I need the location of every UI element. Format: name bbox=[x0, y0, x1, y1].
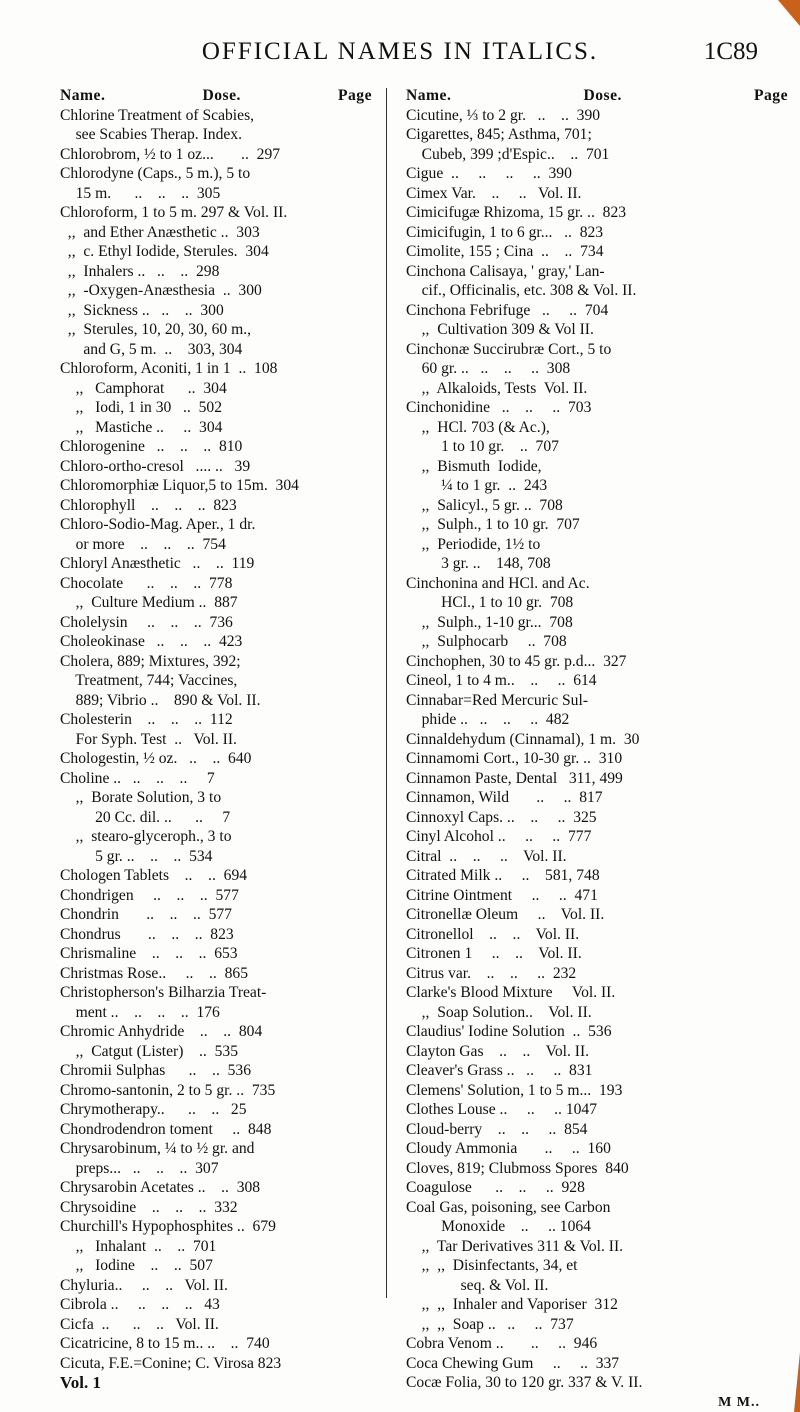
index-entry: Cinnoxyl Caps. .. .. .. 325 bbox=[406, 808, 597, 826]
column-divider bbox=[386, 88, 387, 1298]
index-entry: HCl., 1 to 10 gr. 708 bbox=[406, 594, 574, 611]
index-entry: Cubeb, 399 ;d'Espic.. .. 701 bbox=[406, 145, 610, 163]
index-entry: ,, Iodi, 1 in 30 .. 502 bbox=[60, 399, 222, 416]
index-entry: Treatment, 744; Vaccines, bbox=[60, 672, 238, 689]
index-entry: Cigarettes, 845; Asthma, 701; bbox=[406, 126, 592, 143]
header-page-label: Page bbox=[337, 87, 372, 104]
index-entry: Chlorophyll .. .. .. 823 bbox=[60, 496, 237, 514]
index-entry: ,, Sickness .. .. .. 300 bbox=[60, 301, 224, 319]
index-entry: Cholera, 889; Mixtures, 392; bbox=[60, 652, 241, 670]
index-entry: ,, and Ether Anæsthetic .. 303 bbox=[60, 223, 260, 241]
index-entry: ,, c. Ethyl Iodide, Sterules. 304 bbox=[60, 243, 269, 260]
index-entry: ¼ to 1 gr. .. 243 bbox=[406, 477, 548, 494]
index-entry: Clarke's Blood Mixture Vol. II. bbox=[406, 984, 616, 1001]
index-entry: ,, Camphorat .. 304 bbox=[60, 379, 227, 397]
index-entry: ,, Cultivation 309 & Vol II. bbox=[406, 321, 594, 338]
index-entry: Churchill's Hypophosphites .. 679 bbox=[60, 1218, 276, 1235]
index-entry: Citronellol .. .. Vol. II. bbox=[406, 925, 580, 943]
index-entry: Chrymotherapy.. .. .. 25 bbox=[60, 1101, 247, 1118]
index-entry: For Syph. Test .. Vol. II. bbox=[60, 730, 237, 748]
index-entry: Cobra Venom .. .. .. 946 bbox=[406, 1335, 598, 1352]
left-column bbox=[60, 86, 372, 1393]
index-entry: ,, ,, Soap .. .. .. 737 bbox=[406, 1315, 574, 1333]
index-entry: seq. & Vol. II. bbox=[406, 1276, 549, 1294]
index-entry: Cleaver's Grass .. .. .. 831 bbox=[406, 1062, 593, 1079]
index-entry: Claudius' Iodine Solution .. 536 bbox=[406, 1023, 612, 1040]
index-entry: Citronellæ Oleum .. Vol. II. bbox=[406, 906, 605, 923]
index-entry: preps... .. .. .. 307 bbox=[60, 1159, 219, 1177]
index-entry: phide .. .. .. .. 482 bbox=[406, 711, 570, 728]
index-entry: Chloroform, 1 to 5 m. 297 & Vol. II. bbox=[60, 204, 288, 221]
index-entry: Chloro-ortho-cresol .... .. 39 bbox=[60, 457, 251, 475]
index-entry: Chlorodyne (Caps., 5 m.), 5 to bbox=[60, 165, 251, 182]
index-entry: Cinchonina and HCl. and Ac. bbox=[406, 574, 590, 592]
index-entry: Cinnabar=Red Mercuric Sul- bbox=[406, 691, 589, 709]
index-entry: Clemens' Solution, 1 to 5 m... 193 bbox=[406, 1081, 623, 1099]
index-entry: Chocolate .. .. .. 778 bbox=[60, 574, 233, 592]
index-entry: Cicatricine, 8 to 15 m.. .. .. 740 bbox=[60, 1335, 270, 1352]
index-entry: Cigue .. .. .. .. 390 bbox=[406, 165, 572, 182]
index-entry: ,, Sulph., 1 to 10 gr. 707 bbox=[406, 516, 580, 533]
index-entry: Christopherson's Bilharzia Treat- bbox=[60, 984, 267, 1001]
index-entry: Cocæ Folia, 30 to 120 gr. 337 & V. II. bbox=[406, 1374, 643, 1391]
index-entry: Chromic Anhydride .. .. 804 bbox=[60, 1023, 263, 1040]
index-entry: ,, ,, Inhaler and Vaporiser 312 bbox=[406, 1296, 618, 1313]
index-entry: Chlorine Treatment of Scabies, bbox=[60, 106, 255, 124]
index-entry: Citronen 1 .. .. Vol. II. bbox=[406, 945, 582, 962]
index-entry: see Scabies Therap. Index. bbox=[60, 126, 243, 143]
page-header bbox=[0, 38, 800, 78]
header-name-label: Name. bbox=[406, 87, 452, 104]
index-entry: Chondrus .. .. .. 823 bbox=[60, 925, 234, 943]
index-entry: ,, Sterules, 10, 20, 30, 60 m., bbox=[60, 321, 252, 338]
volume-signature: Vol. 1 bbox=[60, 1373, 101, 1392]
left-entries bbox=[60, 106, 372, 1374]
index-entry: Chloromorphiæ Liquor,5 to 15m. 304 bbox=[60, 477, 299, 494]
header-page-label: Page bbox=[753, 87, 788, 104]
index-entry: Cloudy Ammonia .. .. 160 bbox=[406, 1140, 611, 1157]
edge-tab-mark bbox=[792, 1352, 800, 1412]
index-entry: Citrated Milk .. .. 581, 748 bbox=[406, 867, 600, 884]
index-entry: Chologestin, ½ oz. .. .. 640 bbox=[60, 750, 252, 767]
index-entry: Cicutine, ⅓ to 2 gr. .. .. 390 bbox=[406, 106, 601, 124]
index-entry: and G, 5 m. .. 303, 304 bbox=[60, 340, 243, 358]
index-entry: Cicfa .. .. .. Vol. II. bbox=[60, 1315, 219, 1333]
index-entry: Cinyl Alcohol .. .. .. 777 bbox=[406, 828, 592, 845]
index-entry: Cibrola .. .. .. .. 43 bbox=[60, 1296, 220, 1313]
index-entry: Cholesterin .. .. .. 112 bbox=[60, 711, 233, 728]
index-entry: Chloro-Sodio-Mag. Aper., 1 dr. bbox=[60, 516, 256, 533]
index-entry: Cholelysin .. .. .. 736 bbox=[60, 613, 233, 631]
index-entry: ,, Alkaloids, Tests Vol. II. bbox=[406, 379, 588, 397]
index-entry: ,, Sulph., 1-10 gr... 708 bbox=[406, 613, 573, 631]
index-entry: 15 m. .. .. .. 305 bbox=[60, 184, 221, 202]
index-entry: Chondrigen .. .. .. 577 bbox=[60, 886, 239, 904]
index-entry: ,, Salicyl., 5 gr. .. 708 bbox=[406, 496, 563, 514]
right-column bbox=[406, 86, 788, 1412]
index-entry: ,, -Oxygen-Anæsthesia .. 300 bbox=[60, 282, 262, 299]
index-entry: Clayton Gas .. .. Vol. II. bbox=[406, 1042, 590, 1060]
index-entry: ,, Catgut (Lister) .. 535 bbox=[60, 1042, 239, 1060]
index-entry: Chloroform, Aconiti, 1 in 1 .. 108 bbox=[60, 360, 278, 377]
index-entry: ,, Soap Solution.. Vol. II. bbox=[406, 1003, 592, 1021]
signature-mark: M M.. bbox=[718, 1394, 760, 1410]
index-entry: Cicuta, F.E.=Conine; C. Virosa 823 bbox=[60, 1354, 282, 1372]
index-entry: Chromii Sulphas .. .. 536 bbox=[60, 1062, 252, 1079]
index-entry: Cinchona Calisaya, ' gray,' Lan- bbox=[406, 262, 605, 280]
index-entry: Choleokinase .. .. .. 423 bbox=[60, 633, 243, 650]
index-entry: Cimicifugæ Rhizoma, 15 gr. .. 823 bbox=[406, 204, 627, 221]
right-entries bbox=[406, 106, 788, 1393]
index-entry: Coagulose .. .. .. 928 bbox=[406, 1179, 585, 1196]
index-entry: ,, HCl. 703 (& Ac.), bbox=[406, 418, 550, 436]
index-entry: 60 gr. .. .. .. .. 308 bbox=[406, 360, 571, 377]
index-entry: Cinchonidine .. .. .. 703 bbox=[406, 399, 592, 416]
index-entry: Chrysarobinum, ¼ to ½ gr. and bbox=[60, 1140, 255, 1157]
index-entry: 1 to 10 gr. .. 707 bbox=[406, 438, 559, 455]
index-entry: 5 gr. .. .. .. 534 bbox=[60, 847, 213, 865]
index-entry: Cinchonæ Succirubræ Cort., 5 to bbox=[406, 340, 612, 358]
index-entry: Clothes Louse .. .. .. 1047 bbox=[406, 1101, 598, 1118]
index-entry: Cinchona Febrifuge .. .. 704 bbox=[406, 301, 609, 319]
index-entry: Cinnamomi Cort., 10-30 gr. .. 310 bbox=[406, 750, 623, 767]
index-entry: ,, Periodide, 1½ to bbox=[406, 535, 541, 553]
index-entry: ,, Bismuth Iodide, bbox=[406, 457, 542, 475]
index-entry: Chologen Tablets .. .. 694 bbox=[60, 867, 248, 884]
index-entry: Cimicifugin, 1 to 6 gr... .. 823 bbox=[406, 223, 604, 241]
index-entry: Cimex Var. .. .. Vol. II. bbox=[406, 184, 582, 202]
index-entry: ,, Sulphocarb .. 708 bbox=[406, 633, 567, 650]
left-column-header bbox=[60, 86, 372, 106]
index-entry: Chondrin .. .. .. 577 bbox=[60, 906, 232, 923]
index-entry: cif., Officinalis, etc. 308 & Vol. II. bbox=[406, 282, 637, 299]
index-entry: ,, ,, Disinfectants, 34, et bbox=[406, 1257, 578, 1274]
index-entry: Chlorogenine .. .. .. 810 bbox=[60, 438, 243, 455]
index-entry: or more .. .. .. 754 bbox=[60, 535, 226, 553]
corner-tab-mark bbox=[770, 0, 800, 30]
index-entry: Citral .. .. .. Vol. II. bbox=[406, 847, 567, 865]
index-entry: Chromo-santonin, 2 to 5 gr. .. 735 bbox=[60, 1081, 276, 1099]
index-entry: Chyluria.. .. .. Vol. II. bbox=[60, 1276, 228, 1294]
index-entry: Choline .. .. .. .. 7 bbox=[60, 769, 215, 787]
index-entry: 3 gr. .. 148, 708 bbox=[406, 555, 551, 572]
header-name-label: Name. bbox=[60, 87, 106, 104]
index-entry: Citrine Ointment .. .. 471 bbox=[406, 886, 598, 904]
index-entry: Cloud-berry .. .. .. 854 bbox=[406, 1120, 588, 1138]
index-entry: Cinnamon, Wild .. .. 817 bbox=[406, 789, 603, 806]
index-entry: ,, Tar Derivatives 311 & Vol. II. bbox=[406, 1237, 624, 1255]
page-number: 1C89 bbox=[703, 38, 758, 65]
index-entry: Cinchophen, 30 to 45 gr. p.d... 327 bbox=[406, 652, 627, 670]
header-dose-label: Dose. bbox=[583, 87, 622, 104]
index-entry: Monoxide .. .. 1064 bbox=[406, 1218, 591, 1235]
index-entry: Coal Gas, poisoning, see Carbon bbox=[406, 1198, 611, 1216]
right-column-header bbox=[406, 86, 788, 106]
index-entry: Cinnamon Paste, Dental 311, 499 bbox=[406, 769, 623, 787]
index-entry: ment .. .. .. .. 176 bbox=[60, 1003, 220, 1021]
index-entry: Christmas Rose.. .. .. 865 bbox=[60, 964, 248, 982]
index-entry: Cloves, 819; Clubmoss Spores 840 bbox=[406, 1159, 629, 1177]
index-entry: ,, Inhalant .. .. 701 bbox=[60, 1237, 217, 1255]
index-entry: ,, Mastiche .. .. 304 bbox=[60, 418, 223, 436]
running-title: OFFICIAL NAMES IN ITALICS. bbox=[201, 38, 599, 65]
index-entry: Chondrodendron toment .. 848 bbox=[60, 1120, 272, 1138]
index-entry: Chlorobrom, ½ to 1 oz... .. 297 bbox=[60, 145, 281, 163]
index-entry: Chrysoidine .. .. .. 332 bbox=[60, 1198, 238, 1216]
index-entry: Cimolite, 155 ; Cina .. .. 734 bbox=[406, 243, 604, 260]
index-entry: ,, Iodine .. .. 507 bbox=[60, 1257, 213, 1274]
index-entry: Citrus var. .. .. .. 232 bbox=[406, 964, 577, 982]
index-entry: Chloryl Anæsthetic .. .. 119 bbox=[60, 555, 255, 572]
index-entry: Cinnaldehydum (Cinnamal), 1 m. 30 bbox=[406, 730, 640, 748]
index-entry: ,, Culture Medium .. 887 bbox=[60, 594, 238, 611]
index-entry: Cineol, 1 to 4 m.. .. .. 614 bbox=[406, 672, 597, 689]
index-entry: ,, Inhalers .. .. .. 298 bbox=[60, 262, 220, 280]
header-dose-label: Dose. bbox=[202, 87, 241, 104]
index-entry: ,, Borate Solution, 3 to bbox=[60, 789, 222, 806]
index-entry: Chrysarobin Acetates .. .. 308 bbox=[60, 1179, 261, 1196]
index-entry: Chrismaline .. .. .. 653 bbox=[60, 945, 238, 962]
index-entry: 889; Vibrio .. 890 & Vol. II. bbox=[60, 691, 261, 709]
index-entry: Coca Chewing Gum .. .. 337 bbox=[406, 1354, 620, 1372]
index-entry: ,, stearo-glyceroph., 3 to bbox=[60, 828, 232, 845]
index-entry: 20 Cc. dil. .. .. 7 bbox=[60, 808, 231, 826]
